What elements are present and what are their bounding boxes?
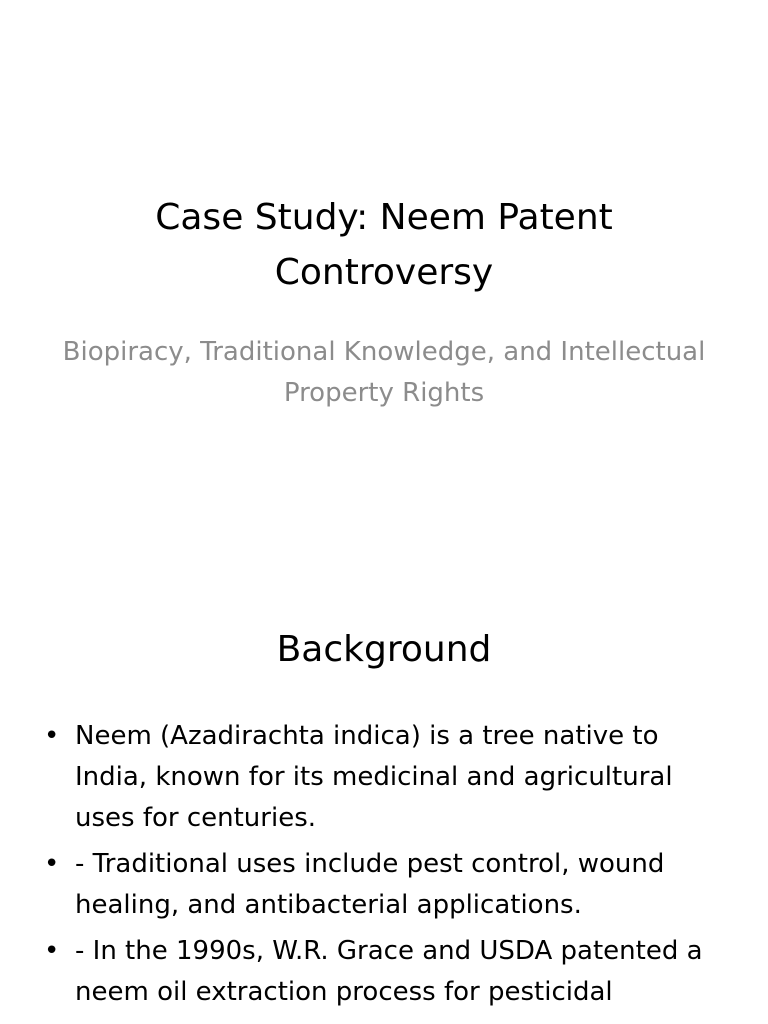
bullet-icon: •: [44, 849, 60, 879]
bullet-item: [0, 931, 768, 1013]
bullet-icon: •: [44, 721, 60, 751]
bullet-icon: •: [44, 936, 60, 966]
bullet-item: [0, 716, 768, 839]
slide-heading: Background: [276, 629, 492, 670]
bullet-text: Neem (Azadirachta indica) is a tree native to India, known for its medicinal and agricultural uses for centuries.: [75, 721, 673, 833]
bullet-item: [0, 844, 768, 926]
bullet-text: - In the 1990s, W.R. Grace and USDA patented a neem oil extraction process for pesticidal: [75, 936, 703, 1007]
bullet-list: [0, 716, 768, 1018]
content-slide-background: [0, 576, 768, 1024]
bullet-text: - Traditional uses include pest control, wound healing, and antibacterial applications.: [75, 849, 665, 920]
slide-title: Case Study: Neem Patent Controversy: [155, 197, 613, 293]
slide-subtitle: Biopiracy, Traditional Knowledge, and Intellectual Property Rights: [62, 337, 706, 408]
